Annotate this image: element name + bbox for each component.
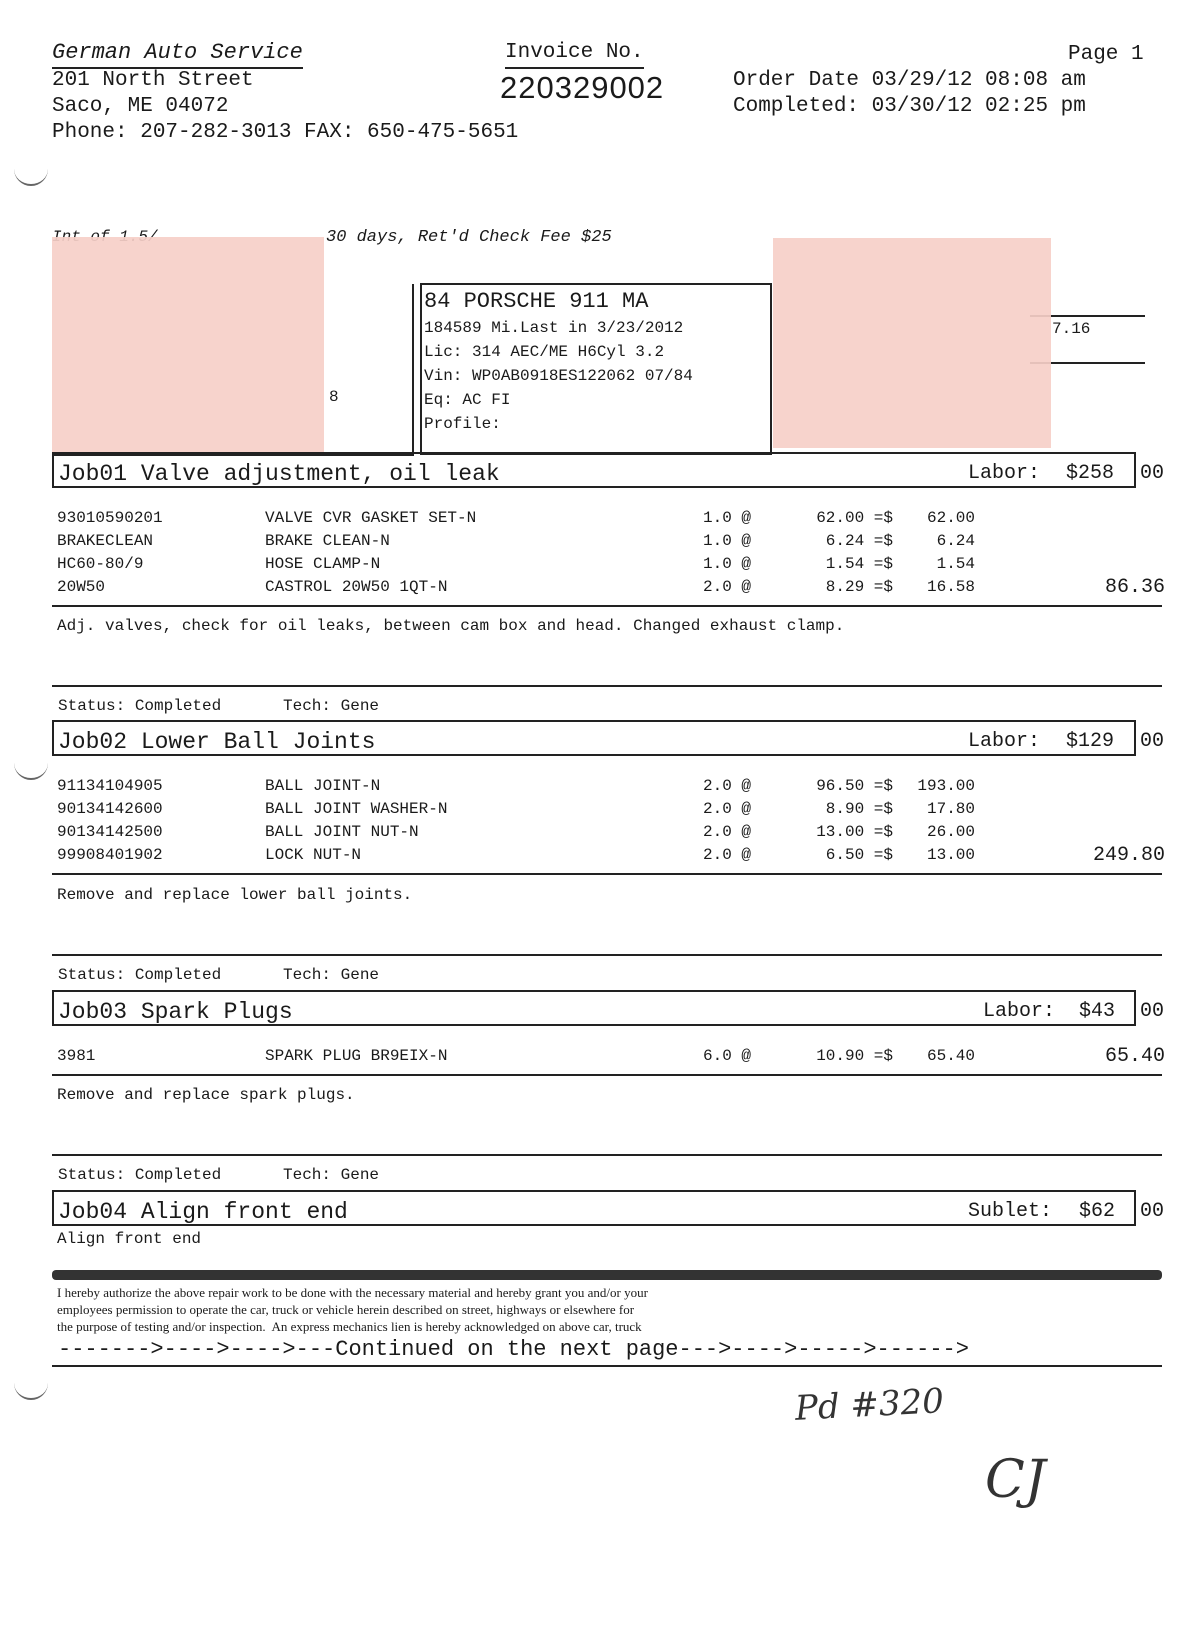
part-quantity: 2.0 @ — [703, 846, 752, 864]
job-tech: Tech: Gene — [283, 697, 380, 715]
part-quantity: 1.0 @ — [703, 532, 752, 550]
parts-total: 249.80 — [1092, 844, 1165, 867]
terms-line: 30 days, Ret'd Check Fee $25 — [326, 228, 612, 247]
part-extended: 16.58 — [926, 578, 975, 596]
status-divider — [52, 954, 1162, 956]
vehicle-license: Lic: 314 AEC/ME H6Cyl 3.2 — [424, 343, 665, 361]
part-price: 8.90 =$ — [825, 800, 893, 818]
part-extended: 13.00 — [926, 846, 975, 864]
vehicle-equipment: Eq: AC FI — [424, 391, 511, 409]
order-date: Order Date 03/29/12 08:08 am — [733, 69, 1086, 92]
part-description: SPARK PLUG BR9EIX-N — [265, 1047, 448, 1065]
part-description: HOSE CLAMP-N — [265, 555, 381, 573]
part-quantity: 2.0 @ — [703, 800, 752, 818]
part-quantity: 1.0 @ — [703, 509, 752, 527]
part-number: 90134142500 — [57, 823, 163, 841]
vehicle-vin: Vin: WP0AB0918ES122062 07/84 — [424, 367, 693, 385]
parts-divider — [52, 1074, 1162, 1076]
parts-divider — [52, 605, 1162, 607]
continued-line: ------->---->---->---Continued on the next page--->---->----->------> — [58, 1337, 969, 1362]
sublet-label: Sublet: — [968, 1200, 1053, 1223]
parts-total: 86.36 — [1104, 576, 1165, 599]
part-extended: 1.54 — [936, 555, 975, 573]
part-extended: 6.24 — [936, 532, 975, 550]
part-quantity: 2.0 @ — [703, 823, 752, 841]
footer-rule — [52, 1365, 1162, 1367]
part-number: 93010590201 — [57, 509, 163, 527]
part-price: 1.54 =$ — [825, 555, 893, 573]
job-note: Adj. valves, check for oil leaks, between cam box and head. Changed exhaust clamp. — [57, 617, 845, 635]
part-number: 99908401902 — [57, 846, 163, 864]
job-title: Job04 Align front end — [58, 1199, 348, 1225]
job-title: Job01 Valve adjustment, oil leak — [58, 461, 500, 487]
job-title: Job03 Spark Plugs — [58, 999, 293, 1025]
part-number: 3981 — [57, 1047, 96, 1065]
customer-partial-digit: 8 — [329, 388, 339, 406]
part-description: BALL JOINT WASHER-N — [265, 800, 448, 818]
binder-hole-mark — [14, 752, 48, 780]
part-description: LOCK NUT-N — [265, 846, 362, 864]
shop-city: Saco, ME 04072 — [52, 95, 229, 118]
part-description: BRAKE CLEAN-N — [265, 532, 390, 550]
labor-cents: 00 — [1140, 730, 1165, 753]
part-price: 6.50 =$ — [825, 846, 893, 864]
customer-redaction — [52, 237, 324, 452]
part-price: 6.24 =$ — [825, 532, 893, 550]
part-price: 96.50 =$ — [816, 777, 893, 795]
part-description: CASTROL 20W50 1QT-N — [265, 578, 448, 596]
job-status: Status: Completed — [58, 697, 222, 715]
part-extended: 65.40 — [926, 1047, 975, 1065]
part-number: BRAKECLEAN — [57, 532, 154, 550]
vehicle-profile: Profile: — [424, 415, 501, 433]
part-quantity: 1.0 @ — [703, 555, 752, 573]
part-number: 90134142600 — [57, 800, 163, 818]
labor-cents: 00 — [1140, 462, 1165, 485]
labor-label: Labor: — [968, 462, 1041, 485]
parts-total: 65.40 — [1104, 1045, 1165, 1068]
authorization-line-3: the purpose of testing and/or inspection. An express mechanics lien is hereby acknowledged on above car, truck — [57, 1319, 642, 1334]
labor-label: Labor: — [968, 730, 1041, 753]
authorization-bar — [52, 1270, 1162, 1280]
part-number: HC60-80/9 — [57, 555, 144, 573]
completed-date: Completed: 03/30/12 02:25 pm — [733, 95, 1086, 118]
part-quantity: 2.0 @ — [703, 777, 752, 795]
parts-divider — [52, 873, 1162, 875]
job-note: Remove and replace spark plugs. — [57, 1086, 355, 1104]
part-description: BALL JOINT-N — [265, 777, 381, 795]
part-extended: 193.00 — [917, 777, 975, 795]
labor-amount: $129 — [1066, 730, 1115, 753]
labor-amount: $258 — [1066, 462, 1115, 485]
page-number: Page 1 — [1068, 43, 1144, 66]
job-title: Job02 Lower Ball Joints — [58, 729, 376, 755]
job-status: Status: Completed — [58, 966, 222, 984]
status-divider — [52, 1154, 1162, 1156]
vehicle-miles: 184589 Mi.Last in 3/23/2012 — [424, 319, 684, 337]
authorization-line-1: I hereby authorize the above repair work to be done with the necessary material and hereby grant you and/or your — [57, 1285, 648, 1300]
status-divider — [52, 685, 1162, 687]
job-status: Status: Completed — [58, 1166, 222, 1184]
binder-hole-mark — [14, 158, 48, 186]
part-extended: 17.80 — [926, 800, 975, 818]
part-quantity: 2.0 @ — [703, 578, 752, 596]
part-number: 91134104905 — [57, 777, 163, 795]
vehicle-title: 84 PORSCHE 911 MA — [424, 289, 649, 314]
job-note: Remove and replace lower ball joints. — [57, 886, 413, 904]
part-extended: 26.00 — [926, 823, 975, 841]
shop-street: 201 North Street — [52, 69, 254, 92]
labor-cents: 00 — [1140, 1000, 1165, 1023]
part-price: 62.00 =$ — [816, 509, 893, 527]
job-tech: Tech: Gene — [283, 966, 380, 984]
invoice-label: Invoice No. — [505, 40, 644, 69]
part-price: 10.90 =$ — [816, 1047, 893, 1065]
part-quantity: 6.0 @ — [703, 1047, 752, 1065]
labor-label: Labor: — [983, 1000, 1056, 1023]
part-price: 8.29 =$ — [825, 578, 893, 596]
binder-hole-mark — [14, 1372, 48, 1400]
labor-amount: $43 — [1079, 1000, 1116, 1023]
shop-phone: Phone: 207-282-3013 FAX: 650-475-5651 — [52, 121, 519, 144]
quote-redaction — [773, 238, 1051, 448]
part-price: 13.00 =$ — [816, 823, 893, 841]
authorization-line-2: employees permission to operate the car, truck or vehicle herein described on street, highways or elsewhere for — [57, 1302, 635, 1317]
part-description: VALVE CVR GASKET SET-N — [265, 509, 477, 527]
shop-name: German Auto Service — [52, 40, 303, 69]
sublet-cents: 00 — [1140, 1200, 1165, 1223]
invoice-number: 220329002 — [500, 70, 665, 105]
job-note: Align front end — [57, 1230, 202, 1248]
handwritten-paid-note: Pd #320 — [794, 1381, 945, 1429]
part-description: BALL JOINT NUT-N — [265, 823, 419, 841]
sublet-amount: $62 — [1079, 1200, 1116, 1223]
part-number: 20W50 — [57, 578, 106, 596]
handwritten-initials: CJ — [985, 1450, 1046, 1510]
job-tech: Tech: Gene — [283, 1166, 380, 1184]
part-extended: 62.00 — [926, 509, 975, 527]
quote-partial-value: 7.16 — [1052, 320, 1091, 338]
